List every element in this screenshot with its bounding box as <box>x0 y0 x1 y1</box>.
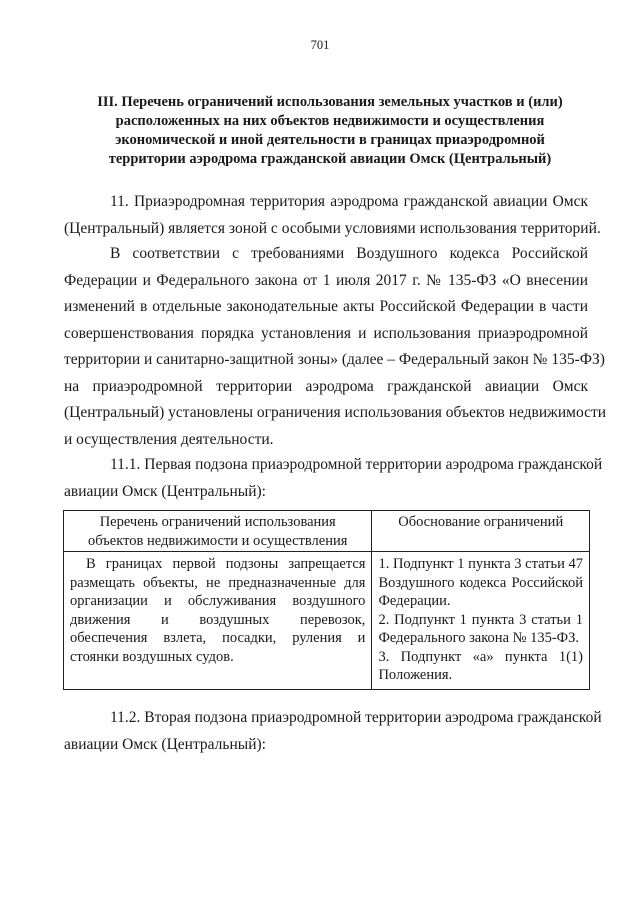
text-line: авиации Омск (Центральный): <box>64 735 266 753</box>
cell-line: 3. Подпункт «а» пункта 1(1) <box>378 648 583 665</box>
paragraph-11-1 <box>64 452 603 505</box>
text-line: Федерации и Федерального закона от 1 июля 2017 г. № 135-ФЗ «О внесении <box>64 271 588 289</box>
cell-line: В границах первой подзоны запрещается <box>86 556 366 572</box>
cell-line: стоянки воздушных судов. <box>70 648 234 665</box>
cell-line: организации и обслуживания воздушного <box>70 593 366 609</box>
header-restrictions <box>64 511 372 552</box>
table-header-row <box>64 511 590 552</box>
header-basis <box>372 511 590 552</box>
paragraph-11 <box>64 189 601 242</box>
cell-line: обеспечения взлета, посадки, руления и <box>70 630 366 646</box>
heading-line: территории аэродрома гражданской авиации Омск (Центральный) <box>108 151 552 167</box>
section-heading <box>70 93 590 169</box>
header-line: Перечень ограничений использования <box>99 514 336 530</box>
text-line: 11. Приаэродромная территория аэродрома гражданской авиации Омск <box>110 193 588 210</box>
text-line: 11.2. Вторая подзона приаэродромной территории аэродрома гражданской <box>110 709 602 726</box>
text-line: территории и санитарно-защитной зоны» (далее – Федеральный закон № 135-ФЗ) <box>64 351 605 368</box>
text-line: на приаэродромной территории аэродрома гражданской авиации Омск <box>64 377 588 395</box>
text-line: и осуществления деятельности. <box>64 430 274 448</box>
page-number: 701 <box>310 38 330 52</box>
text-line: (Центральный) является зоной с особыми условиями использования территорий. <box>64 219 601 237</box>
text-line: совершенствования порядка установления и использования приаэродромной <box>64 324 588 342</box>
cell-line: 1. Подпункт 1 пункта 3 статьи 47 <box>378 556 583 572</box>
header-line: объектов недвижимости и осуществления <box>88 532 348 549</box>
cell-basis <box>372 552 590 690</box>
text-line: 11.1. Первая подзона приаэродромной территории аэродрома гражданской <box>110 456 603 473</box>
paragraph-11-2 <box>64 705 602 758</box>
text-line: авиации Омск (Центральный): <box>64 482 266 500</box>
table-row <box>64 552 590 690</box>
cell-line: движения и воздушных перевозок, <box>70 611 366 628</box>
heading-line: III. Перечень ограничений использования земельных участков и (или) <box>97 94 563 110</box>
cell-line: Федерации. <box>378 593 451 609</box>
text-line: изменений в отдельные законодательные акты Российской Федерации в части <box>64 298 588 315</box>
header-line: Обоснование ограничений <box>398 514 564 530</box>
cell-line: 2. Подпункт 1 пункта 3 статьи 1 <box>378 611 583 628</box>
heading-line: расположенных на них объектов недвижимости и осуществления <box>115 113 545 129</box>
restrictions-table <box>63 510 590 690</box>
cell-line: размещать объекты, не предназначенные для <box>70 574 366 591</box>
cell-restriction <box>64 552 372 690</box>
text-line: В соответствии с требованиями Воздушного кодекса Российской <box>110 245 588 262</box>
heading-line: экономической и иной деятельности в границах приаэродромной <box>115 132 545 148</box>
cell-line: Федерального закона № 135-ФЗ. <box>378 630 580 646</box>
cell-line: Воздушного кодекса Российской <box>378 574 583 591</box>
cell-line: Положения. <box>378 667 453 683</box>
paragraph-legal-basis <box>64 241 607 453</box>
text-line: (Центральный) установлены ограничения использования объектов недвижимости <box>64 404 607 421</box>
